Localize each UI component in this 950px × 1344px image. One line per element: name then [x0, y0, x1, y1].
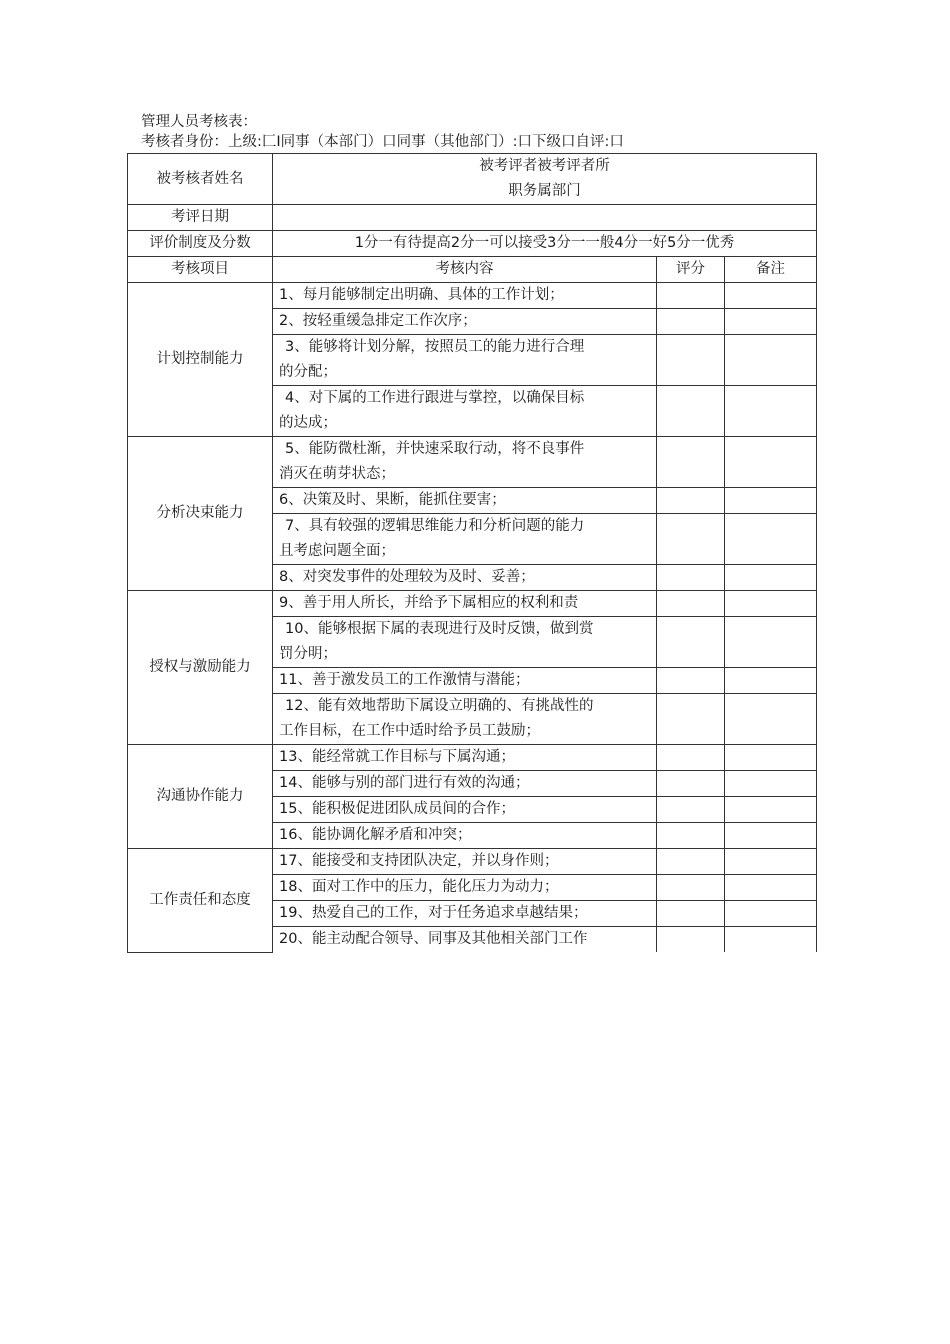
remark-cell[interactable] [725, 901, 817, 927]
criterion-line: 的分配； [279, 364, 337, 380]
remark-cell[interactable] [725, 668, 817, 694]
criterion-line: 15、能积极促进团队成员间的合作； [279, 801, 515, 817]
criterion-line: 13、能经常就工作目标与下属沟通； [279, 749, 515, 765]
criterion-text [273, 668, 657, 694]
score-cell[interactable] [657, 309, 725, 335]
score-cell[interactable] [657, 849, 725, 875]
table-row [128, 437, 817, 488]
section-name: 沟通协作能力 [128, 745, 273, 849]
remark-cell[interactable] [725, 335, 817, 386]
criterion-line: 11、善于激发员工的工作激情与潜能； [279, 672, 530, 688]
criterion-text [273, 875, 657, 901]
criterion-text [273, 335, 657, 386]
criterion-line: 1、每月能够制定出明确、具体的工作计划； [279, 287, 564, 303]
score-cell[interactable] [657, 565, 725, 591]
score-cell[interactable] [657, 875, 725, 901]
date-row [128, 205, 817, 231]
scale-text: 1分一有待提高2分一可以接受3分一一般4分一好5分一优秀 [273, 231, 817, 257]
criterion-line: 6、决策及时、果断，能抓住要害； [279, 492, 506, 508]
remark-cell[interactable] [725, 514, 817, 565]
criterion-text [273, 309, 657, 335]
score-cell[interactable] [657, 283, 725, 309]
criterion-line: 20、能主动配合领导、同事及其他相关部门工作 [279, 931, 588, 947]
section-name: 分析决束能力 [128, 437, 273, 591]
criterion-line: 9、善于用人所长，并给予下属相应的权利和责 [279, 595, 579, 611]
criterion-text [273, 386, 657, 437]
score-cell[interactable] [657, 668, 725, 694]
criterion-text [273, 488, 657, 514]
criterion-line: 7、具有较强的逻辑思维能力和分析问题的能力 [285, 518, 585, 534]
scale-row [128, 231, 817, 257]
remark-cell[interactable] [725, 694, 817, 745]
sections-body [128, 283, 817, 953]
table-row [128, 745, 817, 771]
criterion-line: 的达成； [279, 415, 337, 431]
score-cell[interactable] [657, 514, 725, 565]
criterion-text [273, 771, 657, 797]
criterion-line: 工作目标，在工作中适时给予员工鼓励； [279, 723, 540, 739]
criterion-line: 10、能够根据下属的表现进行及时反馈，做到赏 [285, 621, 594, 637]
column-remark: 备注 [725, 257, 817, 283]
remark-cell[interactable] [725, 591, 817, 617]
criterion-line: 消灭在萌芽状态； [279, 466, 395, 482]
section-name: 工作责任和态度 [128, 849, 273, 953]
remark-cell[interactable] [725, 437, 817, 488]
remark-cell[interactable] [725, 927, 817, 953]
score-cell[interactable] [657, 386, 725, 437]
criterion-text [273, 694, 657, 745]
remark-cell[interactable] [725, 849, 817, 875]
criterion-line: 12、能有效地帮助下属设立明确的、有挑战性的 [285, 698, 594, 714]
name-row [128, 154, 817, 205]
criterion-line: 且考虑问题全面； [279, 543, 395, 559]
column-score: 评分 [657, 257, 725, 283]
criterion-line: 17、能接受和支持团队决定，并以身作则； [279, 853, 559, 869]
column-header-row [128, 257, 817, 283]
score-cell[interactable] [657, 591, 725, 617]
evaluation-table [127, 153, 817, 953]
criterion-text [273, 745, 657, 771]
name-label: 被考核者姓名 [128, 154, 273, 205]
table-row [128, 283, 817, 309]
score-cell[interactable] [657, 823, 725, 849]
remark-cell[interactable] [725, 283, 817, 309]
criterion-text [273, 927, 657, 953]
criterion-text [273, 901, 657, 927]
column-project: 考核项目 [128, 257, 273, 283]
remark-cell[interactable] [725, 386, 817, 437]
criterion-line: 8、对突发事件的处理较为及时、妥善； [279, 569, 535, 585]
date-label: 考评日期 [128, 205, 273, 231]
score-cell[interactable] [657, 745, 725, 771]
criterion-text [273, 437, 657, 488]
score-cell[interactable] [657, 797, 725, 823]
score-cell[interactable] [657, 694, 725, 745]
criterion-line: 16、能协调化解矛盾和冲突； [279, 827, 472, 843]
score-cell[interactable] [657, 437, 725, 488]
criterion-line: 2、按轻重缓急排定工作次序； [279, 313, 477, 329]
remark-cell[interactable] [725, 309, 817, 335]
criterion-text [273, 591, 657, 617]
remark-cell[interactable] [725, 565, 817, 591]
criterion-line: 4、对下属的工作进行跟进与掌控，以确保目标 [285, 390, 585, 406]
table-row [128, 591, 817, 617]
criterion-line: 19、热爱自己的工作，对于任务追求卓越结果； [279, 905, 588, 921]
score-cell[interactable] [657, 335, 725, 386]
criterion-line: 罚分明； [279, 646, 337, 662]
remark-cell[interactable] [725, 823, 817, 849]
criterion-line: 3、能够将计划分解，按照员工的能力进行合理 [285, 339, 585, 355]
remark-cell[interactable] [725, 875, 817, 901]
criterion-line: 14、能够与别的部门进行有效的沟通； [279, 775, 530, 791]
criterion-text [273, 617, 657, 668]
score-cell[interactable] [657, 901, 725, 927]
form-title: 管理人员考核表： [141, 114, 257, 130]
criterion-line: 5、能防微杜渐，并快速采取行动，将不良事件 [285, 441, 585, 457]
date-value-field[interactable] [273, 205, 817, 231]
criterion-text [273, 823, 657, 849]
section-name: 计划控制能力 [128, 283, 273, 437]
criterion-text [273, 849, 657, 875]
column-content: 考核内容 [273, 257, 657, 283]
position-dept-cell [273, 154, 817, 205]
table-row [128, 849, 817, 875]
criterion-text [273, 797, 657, 823]
reviewer-identity-line: 考核者身份：上级:匚I同事（本部门）口同事（其他部门）:口下级口自评:口 [141, 134, 624, 150]
criterion-text [273, 283, 657, 309]
score-cell[interactable] [657, 927, 725, 953]
remark-cell[interactable] [725, 771, 817, 797]
score-cell[interactable] [657, 488, 725, 514]
score-cell[interactable] [657, 771, 725, 797]
criterion-text [273, 514, 657, 565]
score-cell[interactable] [657, 617, 725, 668]
scale-label: 评价制度及分数 [128, 231, 273, 257]
criterion-line: 18、面对工作中的压力，能化压力为动力； [279, 879, 559, 895]
position-label-line1: 被考评者被考评者所 [479, 158, 610, 174]
remark-cell[interactable] [725, 797, 817, 823]
criterion-text [273, 565, 657, 591]
remark-cell[interactable] [725, 488, 817, 514]
section-name: 授权与激励能力 [128, 591, 273, 745]
remark-cell[interactable] [725, 617, 817, 668]
position-label-line2: 职务属部门 [508, 183, 581, 199]
remark-cell[interactable] [725, 745, 817, 771]
